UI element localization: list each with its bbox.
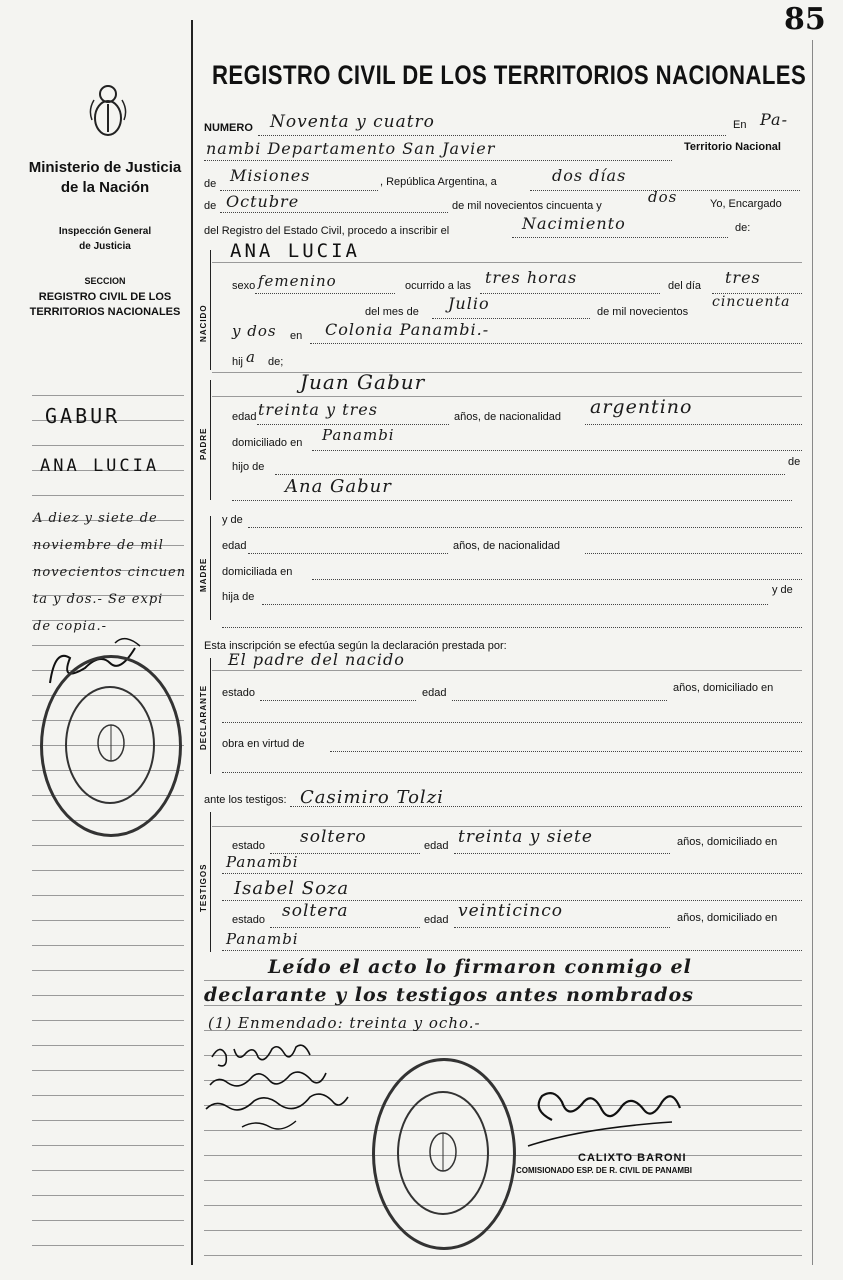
hijo-de-y-label: de xyxy=(788,456,801,468)
margin-rule xyxy=(32,870,184,871)
margin-rule xyxy=(32,995,184,996)
coat-of-arms-icon xyxy=(86,80,130,144)
territorio-value: Misiones xyxy=(230,166,311,185)
margin-rule xyxy=(32,920,184,921)
del-mes-label: del mes de xyxy=(365,306,419,318)
de3-label: de; xyxy=(268,356,284,368)
padre-value: Juan Gabur xyxy=(300,370,426,394)
mil-nov-label: de mil novecientos xyxy=(597,306,689,318)
en-value: Pa- xyxy=(760,110,788,129)
t1-edad-label: edad xyxy=(424,840,449,852)
de-mes-label: de xyxy=(204,200,217,212)
padre-edad-label: edad xyxy=(232,411,257,423)
margin-rule xyxy=(32,1020,184,1021)
declarante-dom-label: años, domiciliado en xyxy=(673,682,774,694)
right-border xyxy=(812,40,813,1265)
margin-rule xyxy=(32,945,184,946)
t1-dom-value: Panambi xyxy=(226,853,299,871)
dia-value: dos días xyxy=(552,166,627,185)
closing-line3: (1) Enmendado: treinta y ocho.- xyxy=(208,1014,481,1032)
t1-edad-value: treinta y siete xyxy=(458,827,593,847)
hija-de-y-label: y de xyxy=(772,584,793,596)
bottom-rule xyxy=(204,1255,802,1256)
margin-note-text: A diez y siete de noviembre de mil novecientos cincuen ta y dos.- Se expi de copia.- xyxy=(33,511,187,634)
en-label: En xyxy=(733,119,747,131)
declaracion-label: Esta inscripción se efectúa según la declaración prestada por: xyxy=(204,640,507,652)
section-label: SECCION xyxy=(84,276,126,286)
margin-rule xyxy=(32,1120,184,1121)
margin-rule xyxy=(32,395,184,396)
anio-value: dos xyxy=(648,188,678,206)
closing-line2: declarante y los testigos antes nombrados xyxy=(204,984,694,1006)
en-lugar-label: en xyxy=(290,330,303,342)
lugar-nac-value: Colonia Panambi.- xyxy=(325,320,490,339)
madre-y-de-label: y de xyxy=(222,514,243,526)
anio-label: de mil novecientos cincuenta y xyxy=(452,200,602,212)
stamp-emblem-icon xyxy=(91,718,131,768)
nombre-value: ANA LUCIA xyxy=(230,240,360,262)
mes-nac-value: Julio xyxy=(448,294,490,313)
t2-estado-label: estado xyxy=(232,914,266,926)
de-label: de xyxy=(204,178,217,190)
margin-rule xyxy=(32,1070,184,1071)
margin-rule xyxy=(32,1245,184,1246)
padre-side-label: PADRE xyxy=(199,427,208,460)
hij-suffix: a xyxy=(246,348,256,366)
official-signature xyxy=(522,1080,692,1150)
closing-line1: Leído el acto lo firmaron conmigo el xyxy=(268,956,692,978)
bottom-stamp xyxy=(372,1058,516,1250)
yo-label: Yo, Encargado xyxy=(710,198,782,210)
de2-label: de: xyxy=(735,222,751,234)
anio-nac1-value: cincuenta xyxy=(712,294,791,310)
bottom-rule xyxy=(204,980,802,981)
padre-nac-label: años, de nacionalidad xyxy=(454,411,562,423)
margin-stamp xyxy=(40,655,182,837)
margin-rule xyxy=(32,1145,184,1146)
padre-dom-value: Panambi xyxy=(322,426,395,444)
t1-estado-label: estado xyxy=(232,840,266,852)
padre-madre-value: Ana Gabur xyxy=(285,476,392,497)
hijo-de-label: hijo de xyxy=(232,461,265,473)
republica-label: , República Argentina, a xyxy=(380,176,497,188)
testigos-side-label: TESTIGOS xyxy=(199,863,208,912)
t2-dom-value: Panambi xyxy=(226,930,299,948)
inspection-name: Inspección General de Justicia xyxy=(58,226,152,252)
margin-surname: GABUR xyxy=(45,404,121,428)
t1-dom-label: años, domiciliado en xyxy=(677,836,778,848)
margin-rule xyxy=(32,1195,184,1196)
declarante-estado-label: estado xyxy=(222,687,256,699)
territorio-label: Territorio Nacional xyxy=(684,141,781,153)
acto-value: Nacimiento xyxy=(522,214,626,233)
margin-rule xyxy=(32,1095,184,1096)
declarante-side-label: DECLARANTE xyxy=(199,684,208,750)
margin-rule xyxy=(32,970,184,971)
sexo-value: femenino xyxy=(258,272,337,290)
margin-rule xyxy=(32,1045,184,1046)
margin-rule xyxy=(32,1170,184,1171)
t1-estado-value: soltero xyxy=(300,827,367,847)
hija-de-label: hija de xyxy=(222,591,255,603)
hora-value: tres horas xyxy=(485,268,578,287)
lugar-value: nambi Departamento San Javier xyxy=(206,139,496,158)
sexo-label: sexo xyxy=(232,280,256,292)
margin-rule xyxy=(32,895,184,896)
party-signatures xyxy=(200,1035,380,1135)
testigos-label: ante los testigos: xyxy=(204,794,287,806)
t2-estado-value: soltera xyxy=(282,901,349,921)
page-title: REGISTRO CIVIL DE LOS TERRITORIOS NACIONALES xyxy=(212,60,807,90)
madre-edad-label: edad xyxy=(222,540,247,552)
padre-dom-label: domiciliado en xyxy=(232,437,303,449)
registro-label: del Registro del Estado Civil, procedo a inscribir el xyxy=(204,225,450,237)
margin-rule xyxy=(32,845,184,846)
madre-side-label: MADRE xyxy=(199,557,208,592)
section-name: REGISTRO CIVIL DE LOS TERRITORIOS NACIONALES xyxy=(29,291,181,318)
testigo2-value: Isabel Soza xyxy=(234,878,350,899)
padre-edad-value: treinta y tres xyxy=(258,400,378,419)
margin-rule xyxy=(32,495,184,496)
numero-value: Noventa y cuatro xyxy=(270,112,435,132)
dia-nac-value: tres xyxy=(725,268,761,287)
anio-nac2-value: y dos xyxy=(232,322,277,340)
t2-dom-label: años, domiciliado en xyxy=(677,912,778,924)
ministry-name: Ministerio de Justicia de la Nación xyxy=(28,159,182,196)
nacido-side-label: NACIDO xyxy=(199,304,208,342)
ocurrido-label: ocurrido a las xyxy=(405,280,472,292)
numero-label: NUMERO xyxy=(204,122,253,134)
margin-divider xyxy=(191,20,193,1265)
official-name: CALIXTO BARONI xyxy=(578,1152,687,1164)
testigo1-value: Casimiro Tolzi xyxy=(300,787,444,808)
margin-rule xyxy=(32,445,184,446)
t2-edad-label: edad xyxy=(424,914,449,926)
margin-given-name: ANA LUCIA xyxy=(40,456,160,476)
stamp-emblem-icon xyxy=(423,1125,463,1179)
hij-label: hij xyxy=(232,356,244,368)
official-title: COMISIONADO ESP. DE R. CIVIL DE PANAMBI xyxy=(516,1166,693,1175)
t2-edad-value: veinticinco xyxy=(458,901,563,921)
page-number: 85 xyxy=(784,2,826,37)
obra-label: obra en virtud de xyxy=(222,738,305,750)
del-dia-label: del día xyxy=(668,280,702,292)
madre-nac-label: años, de nacionalidad xyxy=(453,540,561,552)
declarante-value: El padre del nacido xyxy=(228,650,405,669)
declarante-edad-label: edad xyxy=(422,687,447,699)
mes-value: Octubre xyxy=(226,192,300,211)
madre-dom-label: domiciliada en xyxy=(222,566,293,578)
margin-rule xyxy=(32,1220,184,1221)
bottom-rule xyxy=(204,1230,802,1231)
padre-nac-value: argentino xyxy=(590,396,693,418)
